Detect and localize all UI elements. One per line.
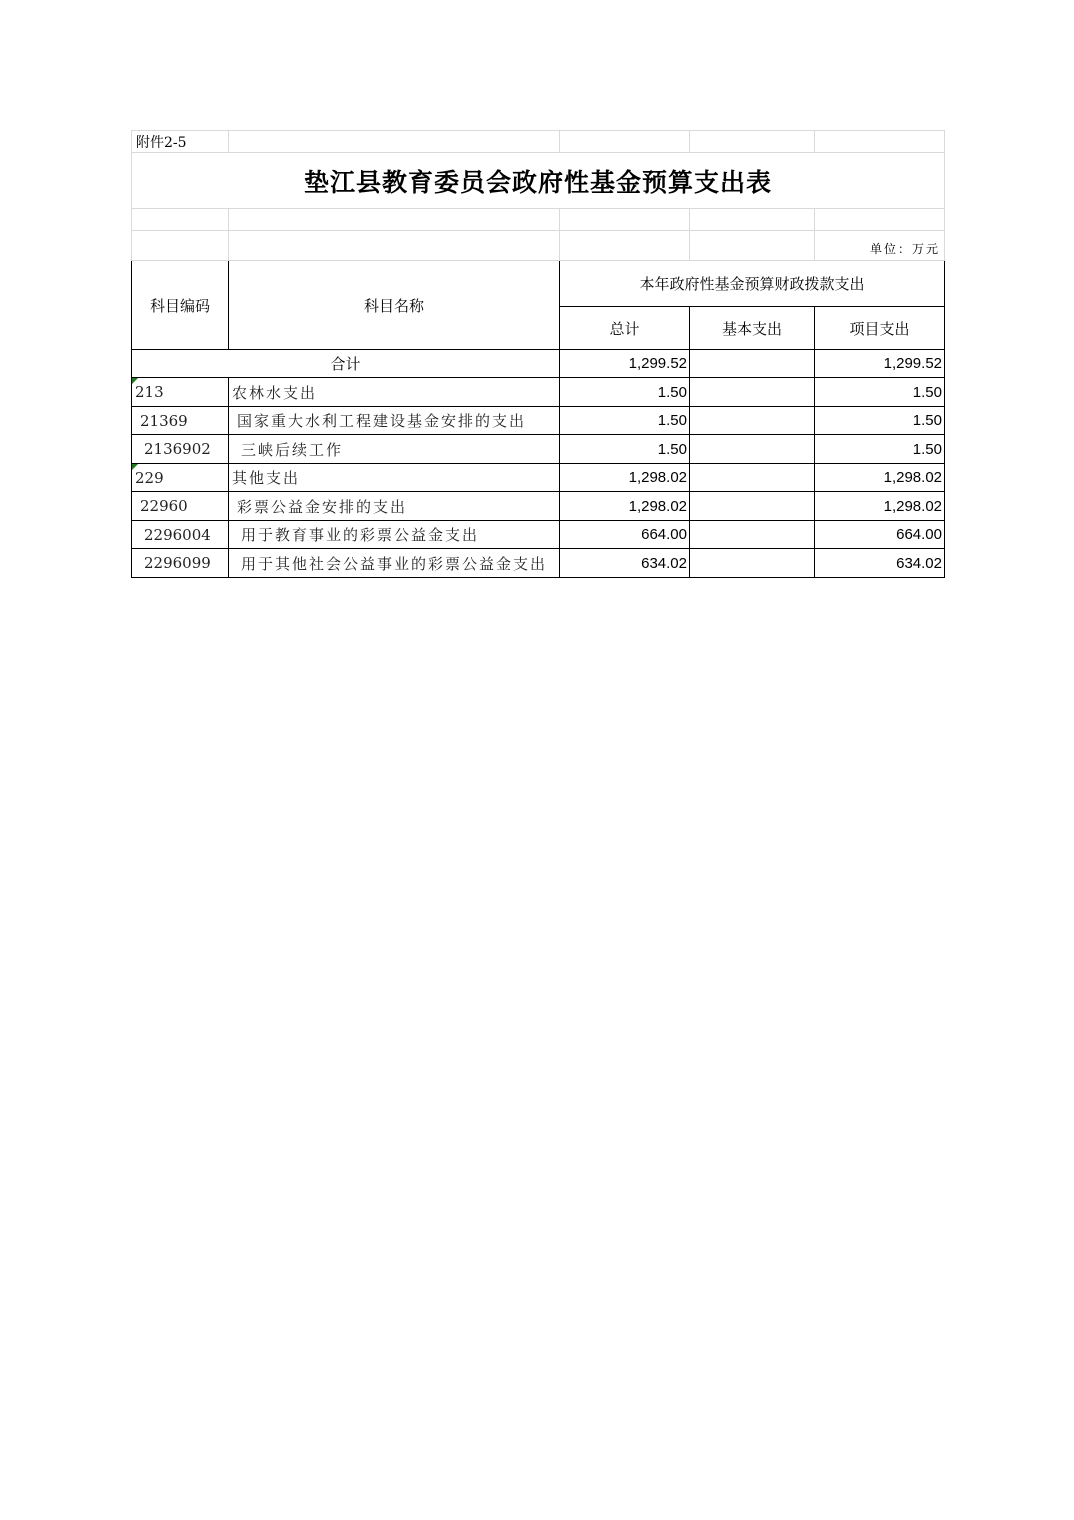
- row-project: 634.02: [815, 549, 945, 578]
- row-code: 2296004: [132, 521, 229, 549]
- row-total: 664.00: [560, 521, 690, 549]
- header-total: 总计: [560, 307, 690, 350]
- cell-marker-icon: [132, 378, 138, 384]
- row-project: 1,298.02: [815, 492, 945, 521]
- header-project: 项目支出: [815, 307, 945, 350]
- header-group: 本年政府性基金预算财政拨款支出: [560, 261, 945, 307]
- row-basic: [690, 435, 815, 464]
- page-title: 垫江县教育委员会政府性基金预算支出表: [132, 153, 945, 209]
- row-project: 1.50: [815, 435, 945, 464]
- annex-label: 附件2-5: [132, 131, 229, 153]
- row-code-cell: [132, 464, 229, 492]
- unit-label: 单位：万元: [815, 231, 945, 261]
- row-project: 664.00: [815, 521, 945, 549]
- table-row: [132, 521, 945, 549]
- header-code: 科目编码: [132, 261, 229, 350]
- table-row: [132, 492, 945, 521]
- row-basic: [690, 378, 815, 407]
- row-total: 1.50: [560, 435, 690, 464]
- row-total: 1.50: [560, 407, 690, 435]
- table-row: [132, 549, 945, 578]
- table-row: [132, 378, 945, 407]
- row-basic: [690, 492, 815, 521]
- total-basic: [690, 350, 815, 378]
- row-basic: [690, 521, 815, 549]
- row-name: 国家重大水利工程建设基金安排的支出: [229, 407, 560, 435]
- row-project: 1,298.02: [815, 464, 945, 492]
- row-code-cell: [132, 378, 229, 407]
- row-total: 1.50: [560, 378, 690, 407]
- header-name: 科目名称: [229, 261, 560, 350]
- row-basic: [690, 464, 815, 492]
- row-name: 彩票公益金安排的支出: [229, 492, 560, 521]
- header-basic: 基本支出: [690, 307, 815, 350]
- table-row: [132, 435, 945, 464]
- total-label: 合计: [132, 350, 560, 378]
- row-name: 农林水支出: [229, 378, 560, 407]
- budget-sheet: [131, 130, 944, 578]
- total-row: [132, 350, 945, 378]
- row-total: 1,298.02: [560, 464, 690, 492]
- row-project: 1.50: [815, 407, 945, 435]
- row-code: 21369: [132, 407, 229, 435]
- row-project: 1.50: [815, 378, 945, 407]
- cell-marker-icon: [132, 464, 138, 470]
- row-name: 三峡后续工作: [229, 435, 560, 464]
- row-code: 2296099: [132, 549, 229, 578]
- row-name: 其他支出: [229, 464, 560, 492]
- row-code: 229: [135, 468, 164, 487]
- row-code: 22960: [132, 492, 229, 521]
- row-code: 2136902: [132, 435, 229, 464]
- row-name: 用于教育事业的彩票公益金支出: [229, 521, 560, 549]
- table-row: [132, 464, 945, 492]
- budget-table: [131, 130, 945, 578]
- row-total: 634.02: [560, 549, 690, 578]
- row-basic: [690, 407, 815, 435]
- total-total: 1,299.52: [560, 350, 690, 378]
- table-row: [132, 407, 945, 435]
- total-project: 1,299.52: [815, 350, 945, 378]
- row-name: 用于其他社会公益事业的彩票公益金支出: [229, 549, 560, 578]
- row-basic: [690, 549, 815, 578]
- row-total: 1,298.02: [560, 492, 690, 521]
- row-code: 213: [135, 383, 164, 401]
